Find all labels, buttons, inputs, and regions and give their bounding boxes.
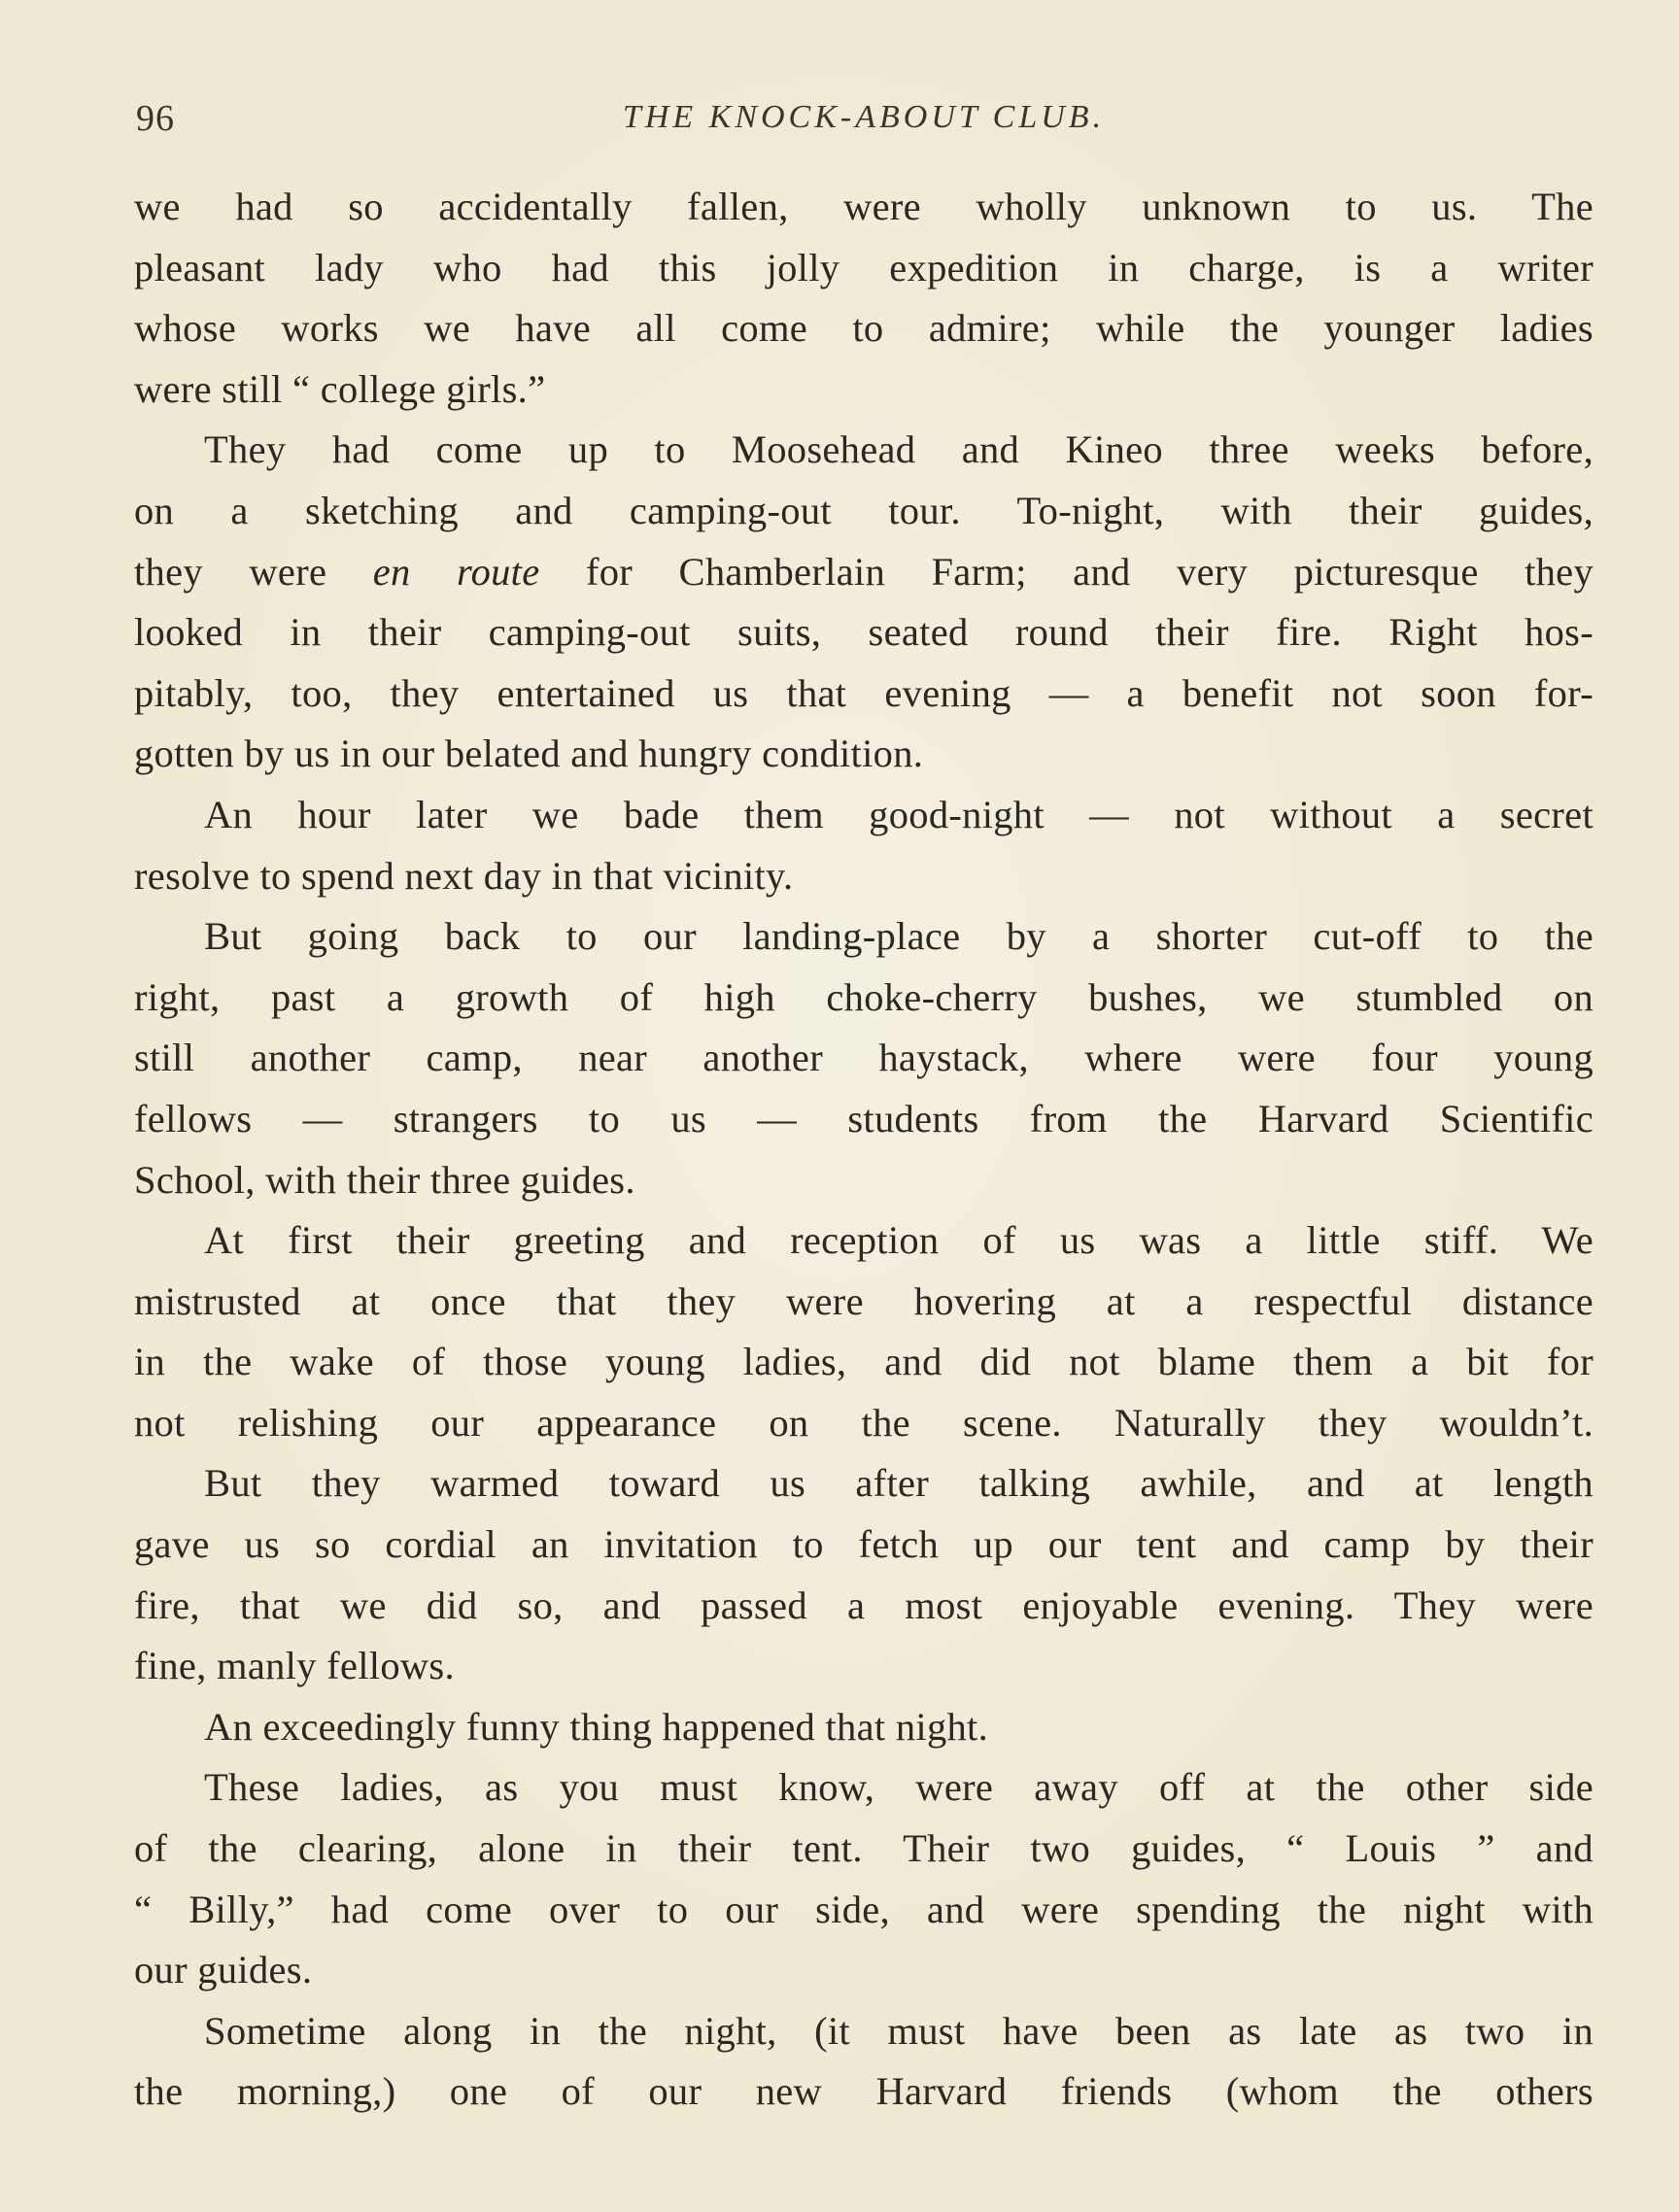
text-line: fine, manly fellows. [134, 1644, 455, 1688]
text-line: in the wake of those young ladies, and did not blame them a bit for [134, 1340, 1593, 1384]
text-line: resolve to spend next day in that vicinity. [134, 853, 794, 898]
line-segment: for Chamberlain Farm; and very picturesque they [539, 549, 1593, 594]
text-line: These ladies, as you must know, were away off at the other side [204, 1765, 1593, 1810]
text-line-with-italic [134, 542, 1593, 603]
text-line: They had come up to Moosehead and Kineo three weeks before, [204, 427, 1593, 472]
page-number: 96 [136, 98, 175, 139]
text-line: But they warmed toward us after talking awhile, and at length [204, 1461, 1593, 1506]
text-line: we had so accidentally fallen, were wholly unknown to us. The [134, 185, 1593, 228]
text-line: pleasant lady who had this jolly expedition in charge, is a writer [134, 245, 1593, 289]
line-segment: they were [134, 549, 373, 594]
running-head [136, 97, 1592, 146]
text-line: An exceedingly funny thing happened that night. [204, 1704, 989, 1749]
text-line: on a sketching and camping-out tour. To-night, with their guides, [134, 488, 1593, 532]
text-line: But going back to our landing-place by a shorter cut-off to the [204, 914, 1593, 959]
text-line: mistrusted at once that they were hovering at a respectful distance [134, 1278, 1593, 1323]
text-line: gave us so cordial an invitation to fetch up our tent and camp by their [134, 1522, 1593, 1567]
text-line: “ Billy,” had come over to our side, and were spending the night with [134, 1887, 1593, 1931]
text-line: the morning,) one of our new Harvard friends (whom the others [134, 2069, 1593, 2114]
text-line: fire, that we did so, and passed a most enjoyable evening. They were [134, 1582, 1593, 1627]
text-line: right, past a growth of high choke-cherry bushes, we stumbled on [134, 974, 1593, 1019]
italic-phrase: en route [372, 549, 540, 594]
text-line: At first their greeting and reception of us was a little stiff. We [204, 1218, 1593, 1263]
text-line: fellows — strangers to us — students from the Harvard Scientific [134, 1096, 1593, 1140]
text-line: were still “ college girls.” [134, 366, 546, 411]
text-line: whose works we have all come to admire; while the younger ladies [134, 306, 1593, 351]
text-line: Sometime along in the night, (it must have been as late as two in [204, 2008, 1593, 2053]
text-line: of the clearing, alone in their tent. Their two guides, “ Louis ” and [134, 1826, 1593, 1871]
body-text [134, 177, 1593, 2123]
text-line: our guides. [134, 1948, 313, 1992]
text-line: pitably, too, they entertained us that evening — a benefit not soon for- [134, 670, 1593, 715]
text-line: not relishing our appearance on the scene. Naturally they wouldn’t. [134, 1400, 1593, 1445]
text-line: still another camp, near another haystack, where were four young [134, 1036, 1593, 1080]
running-title: THE KNOCK-ABOUT CLUB. [622, 99, 1106, 135]
text-line: An hour later we bade them good-night — not without a secret [204, 792, 1593, 836]
text-line: School, with their three guides. [134, 1157, 635, 1202]
text-line: gotten by us in our belated and hungry condition. [134, 732, 924, 776]
text-line: looked in their camping-out suits, seated round their fire. Right hos- [134, 610, 1593, 655]
